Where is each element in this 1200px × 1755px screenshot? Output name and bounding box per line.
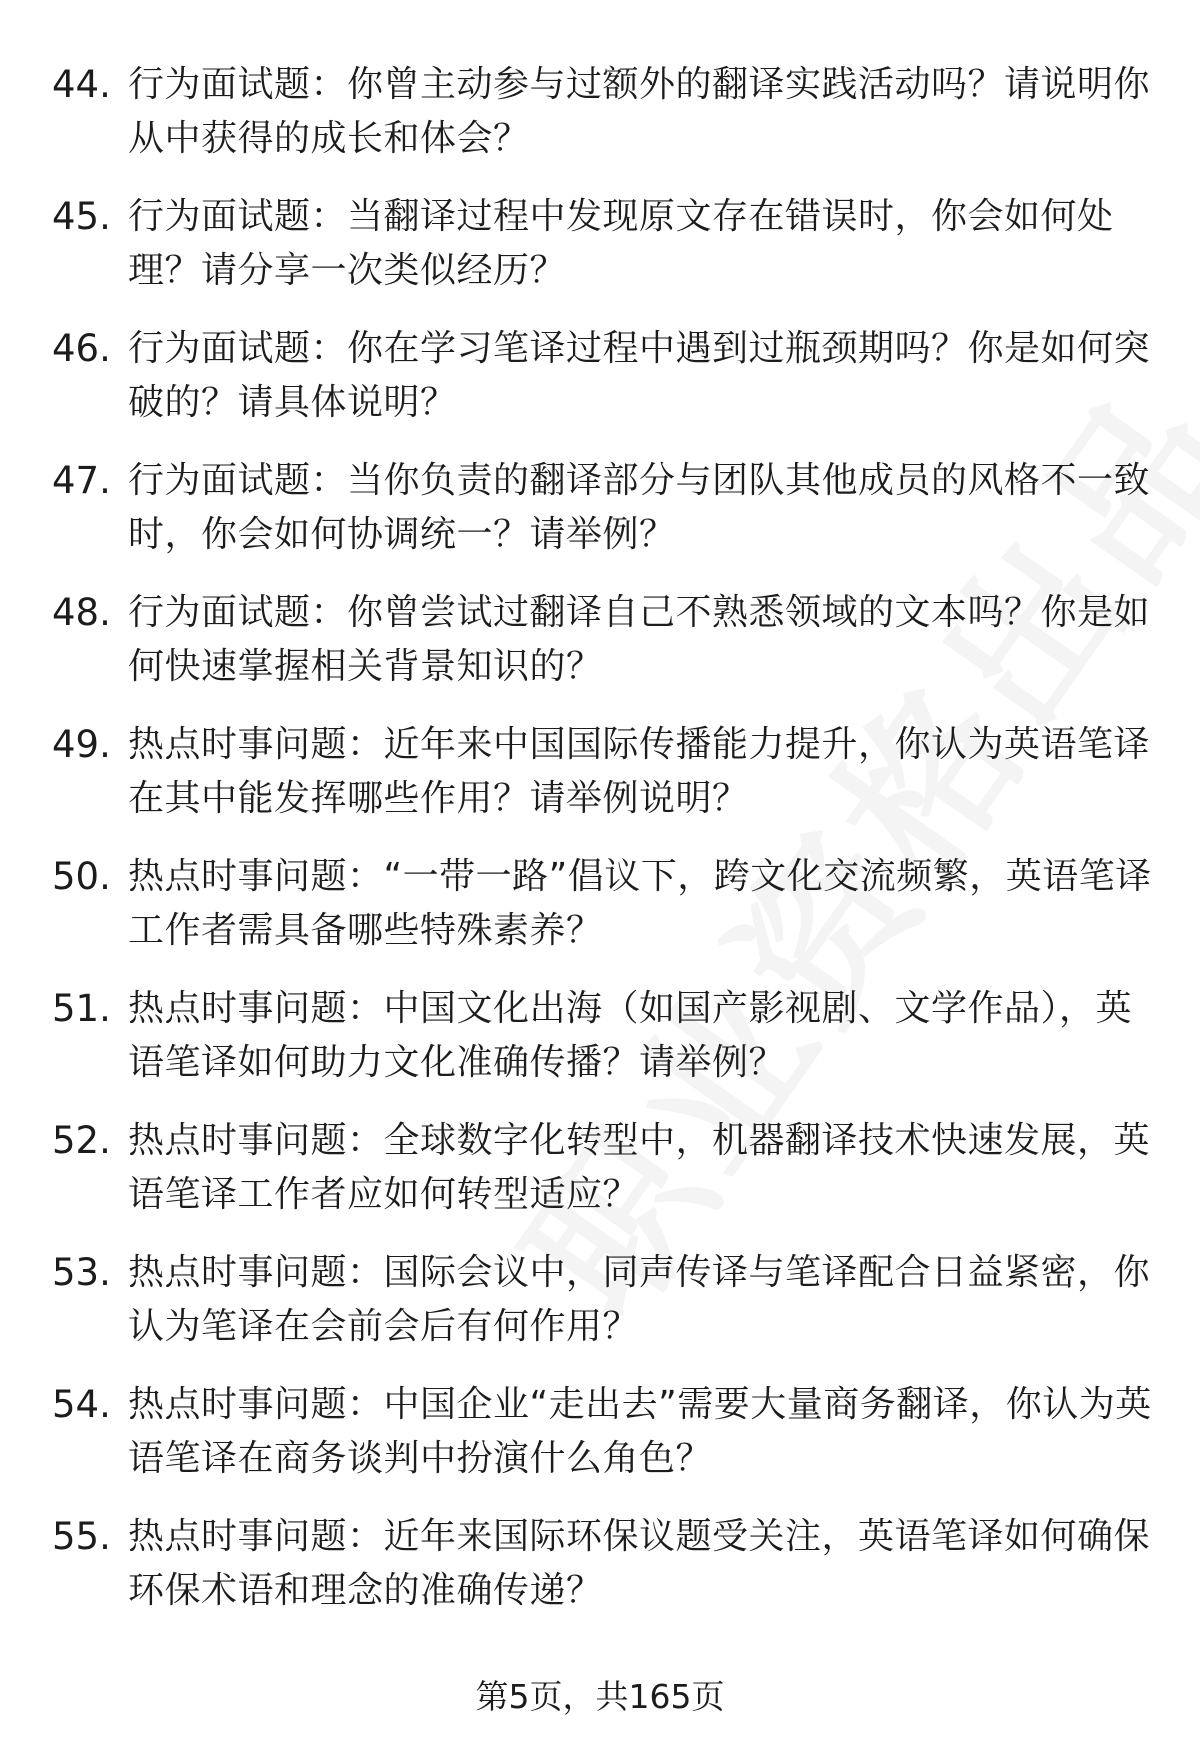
question-item: [52, 190, 1152, 322]
question-text: 热点时事问题：中国企业“走出去”需要大量商务翻译，你认为英语笔译在商务谈判中扮演什么角色？: [128, 1384, 1152, 1479]
question-text: 热点时事问题：近年来国际环保议题受关注，英语笔译如何确保环保术语和理念的准确传递？: [128, 1516, 1151, 1611]
question-item: [52, 850, 1152, 982]
question-item: [52, 1510, 1152, 1642]
question-text: 行为面试题：你在学习笔译过程中遇到过瓶颈期吗？你是如何突破的？请具体说明？: [128, 328, 1151, 423]
question-text: 热点时事问题：中国文化出海（如国产影视剧、文学作品），英语笔译如何助力文化准确传播？请举例？: [128, 988, 1133, 1083]
question-text: 行为面试题：你曾主动参与过额外的翻译实践活动吗？请说明你从中获得的成长和体会？: [128, 64, 1151, 159]
question-number: 52.: [52, 1119, 111, 1162]
question-text: 热点时事问题：“一带一路”倡议下，跨文化交流频繁，英语笔译工作者需具备哪些特殊素养？: [128, 856, 1152, 951]
question-item: [52, 1378, 1152, 1510]
question-item: [52, 454, 1152, 586]
question-text: 行为面试题：当你负责的翻译部分与团队其他成员的风格不一致时，你会如何协调统一？请举例？: [128, 460, 1151, 555]
question-item: [52, 1246, 1152, 1378]
question-item: [52, 1114, 1152, 1246]
question-number: 55.: [52, 1515, 111, 1558]
question-item: [52, 322, 1152, 454]
question-number: 51.: [52, 987, 111, 1030]
question-item: [52, 982, 1152, 1114]
question-number: 53.: [52, 1251, 111, 1294]
question-text: 行为面试题：当翻译过程中发现原文存在错误时，你会如何处理？请分享一次类似经历？: [128, 196, 1114, 291]
question-text: 热点时事问题：国际会议中，同声传译与笔译配合日益紧密，你认为笔译在会前会后有何作用？: [128, 1252, 1151, 1347]
question-text: 热点时事问题：全球数字化转型中，机器翻译技术快速发展，英语笔译工作者应如何转型适应？: [128, 1120, 1151, 1215]
question-text: 行为面试题：你曾尝试过翻译自己不熟悉领域的文本吗？你是如何快速掌握相关背景知识的？: [128, 592, 1151, 687]
question-number: 46.: [52, 327, 111, 370]
question-number: 49.: [52, 723, 111, 766]
page-footer: [0, 1677, 1200, 1717]
question-list: [52, 58, 1152, 1642]
question-number: 54.: [52, 1383, 111, 1426]
question-text: 热点时事问题：近年来中国国际传播能力提升，你认为英语笔译在其中能发挥哪些作用？请举例说明？: [128, 724, 1151, 819]
question-item: [52, 718, 1152, 850]
question-number: 50.: [52, 855, 111, 898]
question-item: [52, 586, 1152, 718]
question-item: [52, 58, 1152, 190]
question-number: 44.: [52, 63, 111, 106]
question-number: 48.: [52, 591, 111, 634]
question-number: 47.: [52, 459, 111, 502]
question-number: 45.: [52, 195, 111, 238]
page-number-label: 第5页，共165页: [475, 1677, 725, 1716]
